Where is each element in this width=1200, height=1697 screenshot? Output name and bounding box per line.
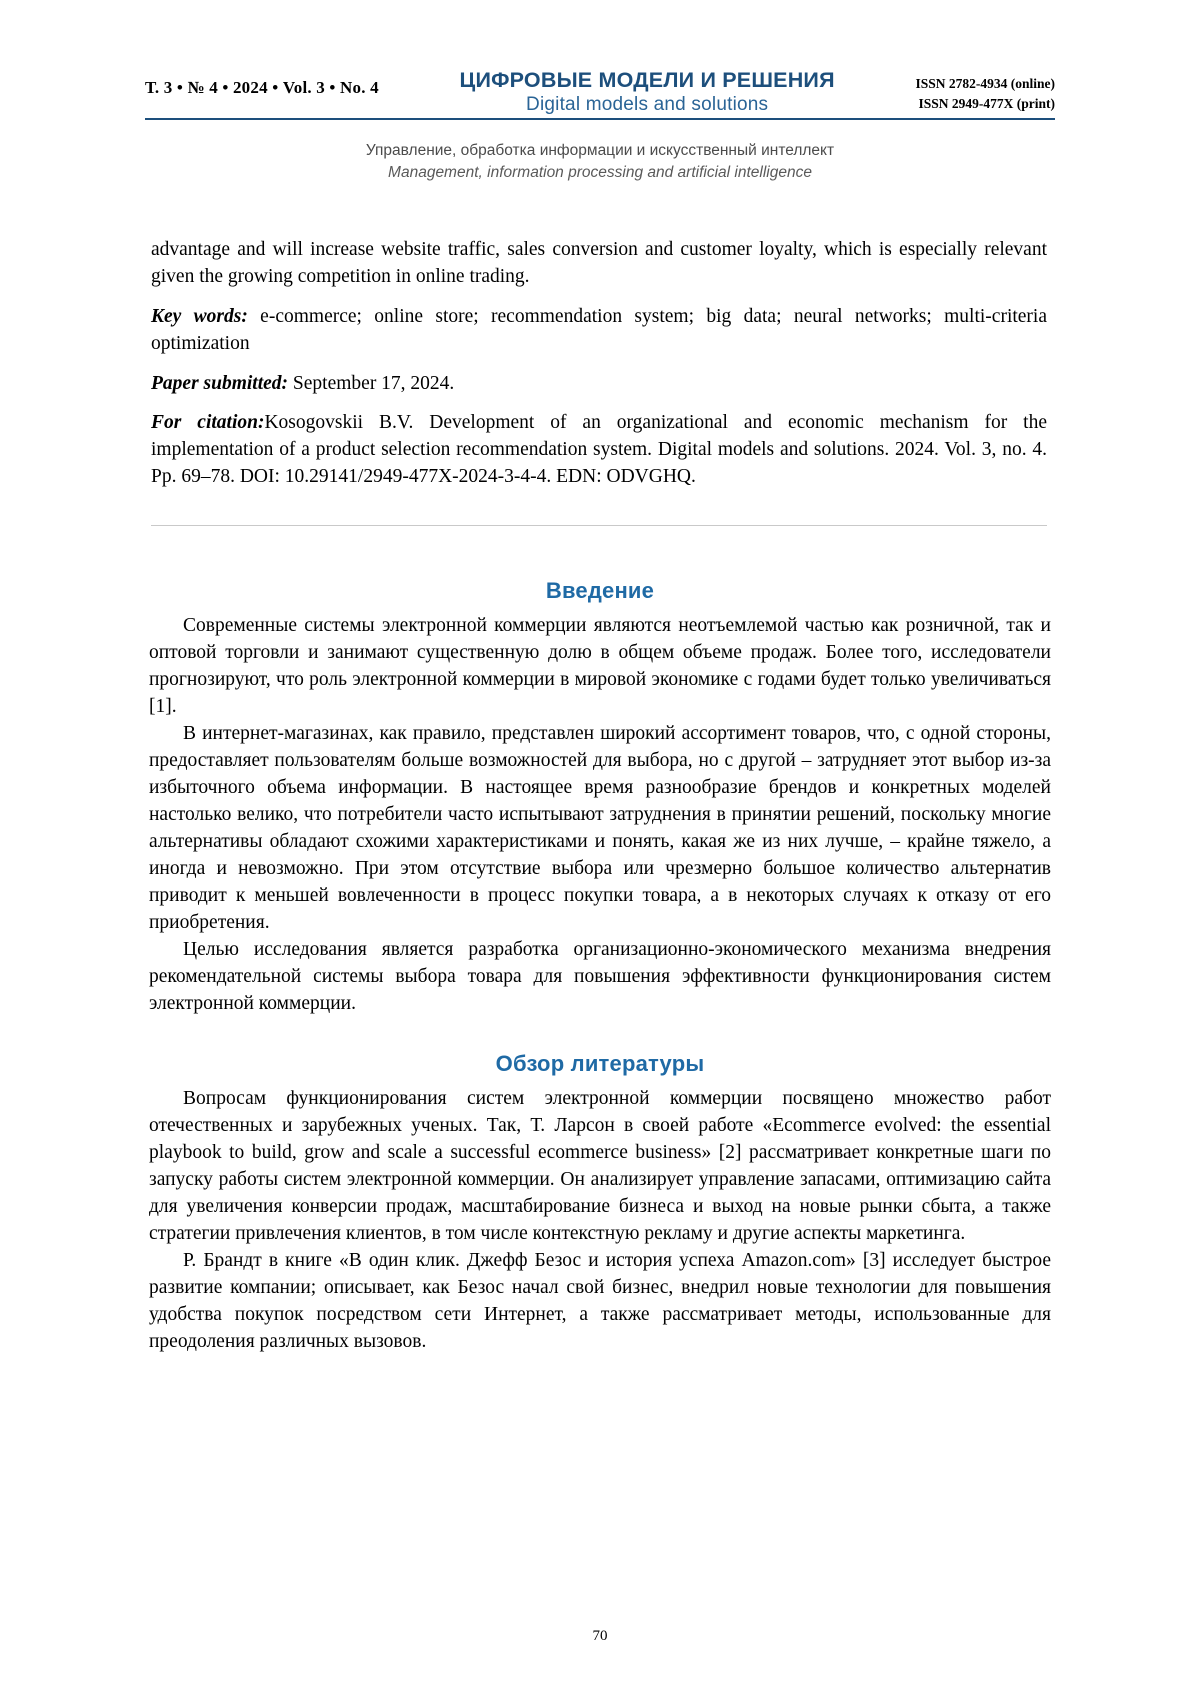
keywords-line — [151, 304, 1047, 358]
journal-title-ru: ЦИФРОВЫЕ МОДЕЛИ И РЕШЕНИЯ — [459, 68, 835, 92]
masthead-divider — [145, 118, 1055, 120]
paragraph: Современные системы электронной коммерции являются неотъемлемой частью как розничной, так и оптовой торговли и занимают существенную долю в общем объеме продаж. Более того, исследователи прогнозируют, что роль электронной коммерции в мировой экономике с годами будет только увеличиваться [1]. — [149, 615, 1051, 718]
section-divider — [151, 525, 1047, 526]
page-number: 70 — [592, 1628, 608, 1644]
rubric-ru: Управление, обработка информации и искусственный интеллект — [365, 142, 835, 159]
journal-title-block — [389, 68, 906, 117]
journal-title-en: Digital models and solutions — [526, 93, 769, 115]
paragraph: Вопросам функционирования систем электронной коммерции посвящено множество работ отечественных и зарубежных ученых. Так, Т. Ларсон в своей работе «Ecommerce evolved: the essential playbook to build, grow and scale a successful ecommerce business» [2] рассматривает конкретные шаги по запуску работы систем электронной коммерции. Он анализирует управление запасами, оптимизацию сайта для увеличения конверсии продаж, масштабирование бизнеса и выход на новые рынки сбыта, а также стратегии привлечения клиентов, в том числе контекстную рекламу и другие аспекты маркетинга. — [149, 1088, 1051, 1245]
article-body — [145, 578, 1055, 1355]
paragraph: В интернет-магазинах, как правило, представлен широкий ассортимент товаров, что, с одной стороны, предоставляет пользователям больше возможностей для выбора, но с другой – затрудняет этот выбор из-за избыточного объема информации. В настоящее время разнообразие брендов и конкретных моделей настолько велико, что потребители часто испытывают затруднения в принятии решений, поскольку многие альтернативы обладают схожими характеристиками и понять, какая же из них лучше, – крайне тяжело, а иногда и невозможно. При этом отсутствие выбора или чрезмерно большое количество альтернатив приводит к меньшей вовлеченности в процесс покупки товара, а в некоторых случаях к отказу от его приобретения. — [149, 723, 1051, 934]
issn-block — [915, 68, 1055, 113]
rubric — [145, 140, 1055, 185]
for-citation-text: Kosogovskii B.V. Development of an organizational and economic mechanism for the implementation of a product selection recommendation system. Digital models and solutions. 2024. Vol. 3, no. 4. Pp. 69–78. DOI: 10.29141/2949-477X-2024-3-4-4. EDN: ODVGHQ. — [151, 412, 1047, 488]
rubric-en: Management, information processing and artificial intelligence — [388, 164, 812, 182]
issn-print: ISSN 2949-477X (print) — [918, 95, 1055, 111]
keywords-label: Key words: — [151, 305, 248, 327]
for-citation-line — [151, 410, 1047, 491]
abstract-metadata — [145, 237, 1055, 526]
issn-online: ISSN 2782-4934 (online) — [915, 76, 1055, 91]
abstract-tail-paragraph: advantage and will increase website traffic, sales conversion and customer loyalty, which is especially relevant given the growing competition in online trading. — [151, 238, 1047, 287]
paper-submitted-label: Paper submitted: — [151, 372, 289, 394]
paragraph: Целью исследования является разработка организационно-экономического механизма внедрения рекомендательной системы выбора товара для повышения эффективности функционирования систем электронной коммерции. — [149, 939, 1051, 1015]
masthead — [145, 0, 1055, 126]
paper-submitted-date: September 17, 2024. — [288, 372, 455, 394]
paragraph: Р. Брандт в книге «В один клик. Джефф Безос и история успеха Amazon.com» [3] исследует быстрое развитие компании; описывает, как Безос начал свой бизнес, внедрил новые технологии для повышения удобства покупок посредством сети Интернет, а также рассматривает методы, использованные для преодоления различных вызовов. — [149, 1250, 1051, 1353]
section-heading-introduction: Введение — [545, 578, 655, 604]
section-heading-literature-review: Обзор литературы — [495, 1051, 705, 1077]
for-citation-label: For citation: — [151, 412, 265, 434]
paper-submitted-line — [151, 371, 1047, 398]
keywords-text: e-commerce; online store; recommendation system; big data; neural networks; multi-criteria optimization — [151, 305, 1047, 354]
volume-issue-label: Т. 3 • № 4 • 2024 • Vol. 3 • No. 4 — [145, 78, 379, 97]
